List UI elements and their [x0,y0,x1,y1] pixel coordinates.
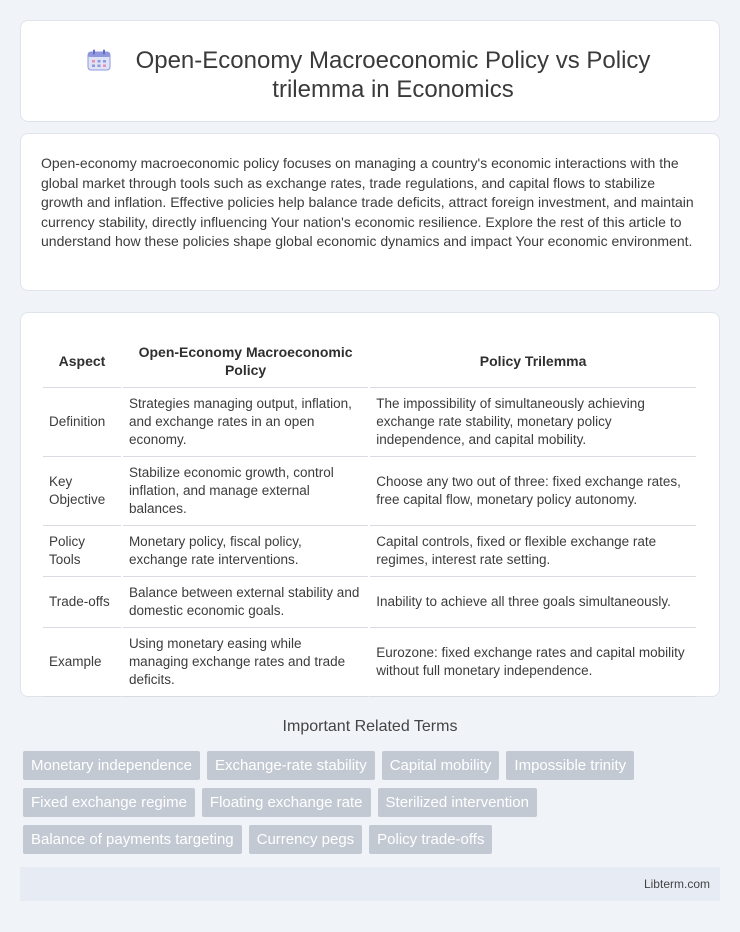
table-row [43,577,696,628]
row-trilemma: Inability to achieve all three goals simultaneously. [370,577,696,628]
tag-currency-pegs[interactable]: Currency pegs [249,825,363,854]
table-row [43,628,696,697]
row-open-economy: Balance between external stability and domestic economic goals. [123,577,368,628]
header-trilemma: Policy Trilemma [370,335,696,388]
header-open-economy: Open-Economy Macroeconomic Policy [123,335,368,388]
comparison-table-card [20,312,720,697]
row-open-economy: Stabilize economic growth, control inflation, and manage external balances. [123,457,368,526]
comparison-table [41,335,698,697]
footer-site-link[interactable]: Libterm.com [643,877,710,891]
row-open-economy: Using monetary easing while managing exchange rates and trade deficits. [123,628,368,697]
table-row [43,457,696,526]
intro-card [20,133,720,291]
row-aspect: Key Objective [43,457,121,526]
tag-sterilized-intervention[interactable]: Sterilized intervention [378,788,537,817]
table-row [43,526,696,577]
tag-fixed-exchange-regime[interactable]: Fixed exchange regime [23,788,195,817]
tag-balance-of-payments-targeting[interactable]: Balance of payments targeting [23,825,242,854]
related-terms-list [23,751,713,854]
tag-monetary-independence[interactable]: Monetary independence [23,751,200,780]
tag-exchange-rate-stability[interactable]: Exchange-rate stability [207,751,375,780]
row-open-economy: Strategies managing output, inflation, and exchange rates in an open economy. [123,388,368,457]
tag-policy-trade-offs[interactable]: Policy trade-offs [369,825,492,854]
row-trilemma: Choose any two out of three: fixed exchange rates, free capital flow, monetary policy autonomy. [370,457,696,526]
table-row [43,388,696,457]
tag-impossible-trinity[interactable]: Impossible trinity [506,751,634,780]
page-title: Open-Economy Macroeconomic Policy vs Policy trilemma in Economics [135,47,651,103]
row-aspect: Policy Tools [43,526,121,577]
tag-capital-mobility[interactable]: Capital mobility [382,751,500,780]
row-trilemma: Capital controls, fixed or flexible exchange rate regimes, interest rate setting. [370,526,696,577]
row-trilemma: The impossibility of simultaneously achieving exchange rate stability, monetary policy independence, and capital mobility. [370,388,696,457]
intro-paragraph: Open-economy macroeconomic policy focuses on managing a country's economic interactions with the global market through tools such as exchange rates, trade regulations, and capital flows to stabilize growth and inflation. Effective policies help balance trade deficits, attract foreign investment, and maintain currency stability, directly influencing Your nation's economic resilience. Explore the rest of this article to understand how these policies shape global economic dynamics and impact Your economic environment. [41,155,694,250]
footer [20,867,720,901]
row-aspect: Example [43,628,121,697]
calendar-icon [87,49,111,71]
row-aspect: Trade-offs [43,577,121,628]
row-trilemma: Eurozone: fixed exchange rates and capital mobility without full monetary independence. [370,628,696,697]
row-aspect: Definition [43,388,121,457]
row-open-economy: Monetary policy, fiscal policy, exchange rate interventions. [123,526,368,577]
header-aspect: Aspect [43,335,121,388]
related-terms-title: Important Related Terms [282,718,458,735]
table-header-row [43,335,696,388]
tag-floating-exchange-rate[interactable]: Floating exchange rate [202,788,371,817]
header-card [20,20,720,122]
